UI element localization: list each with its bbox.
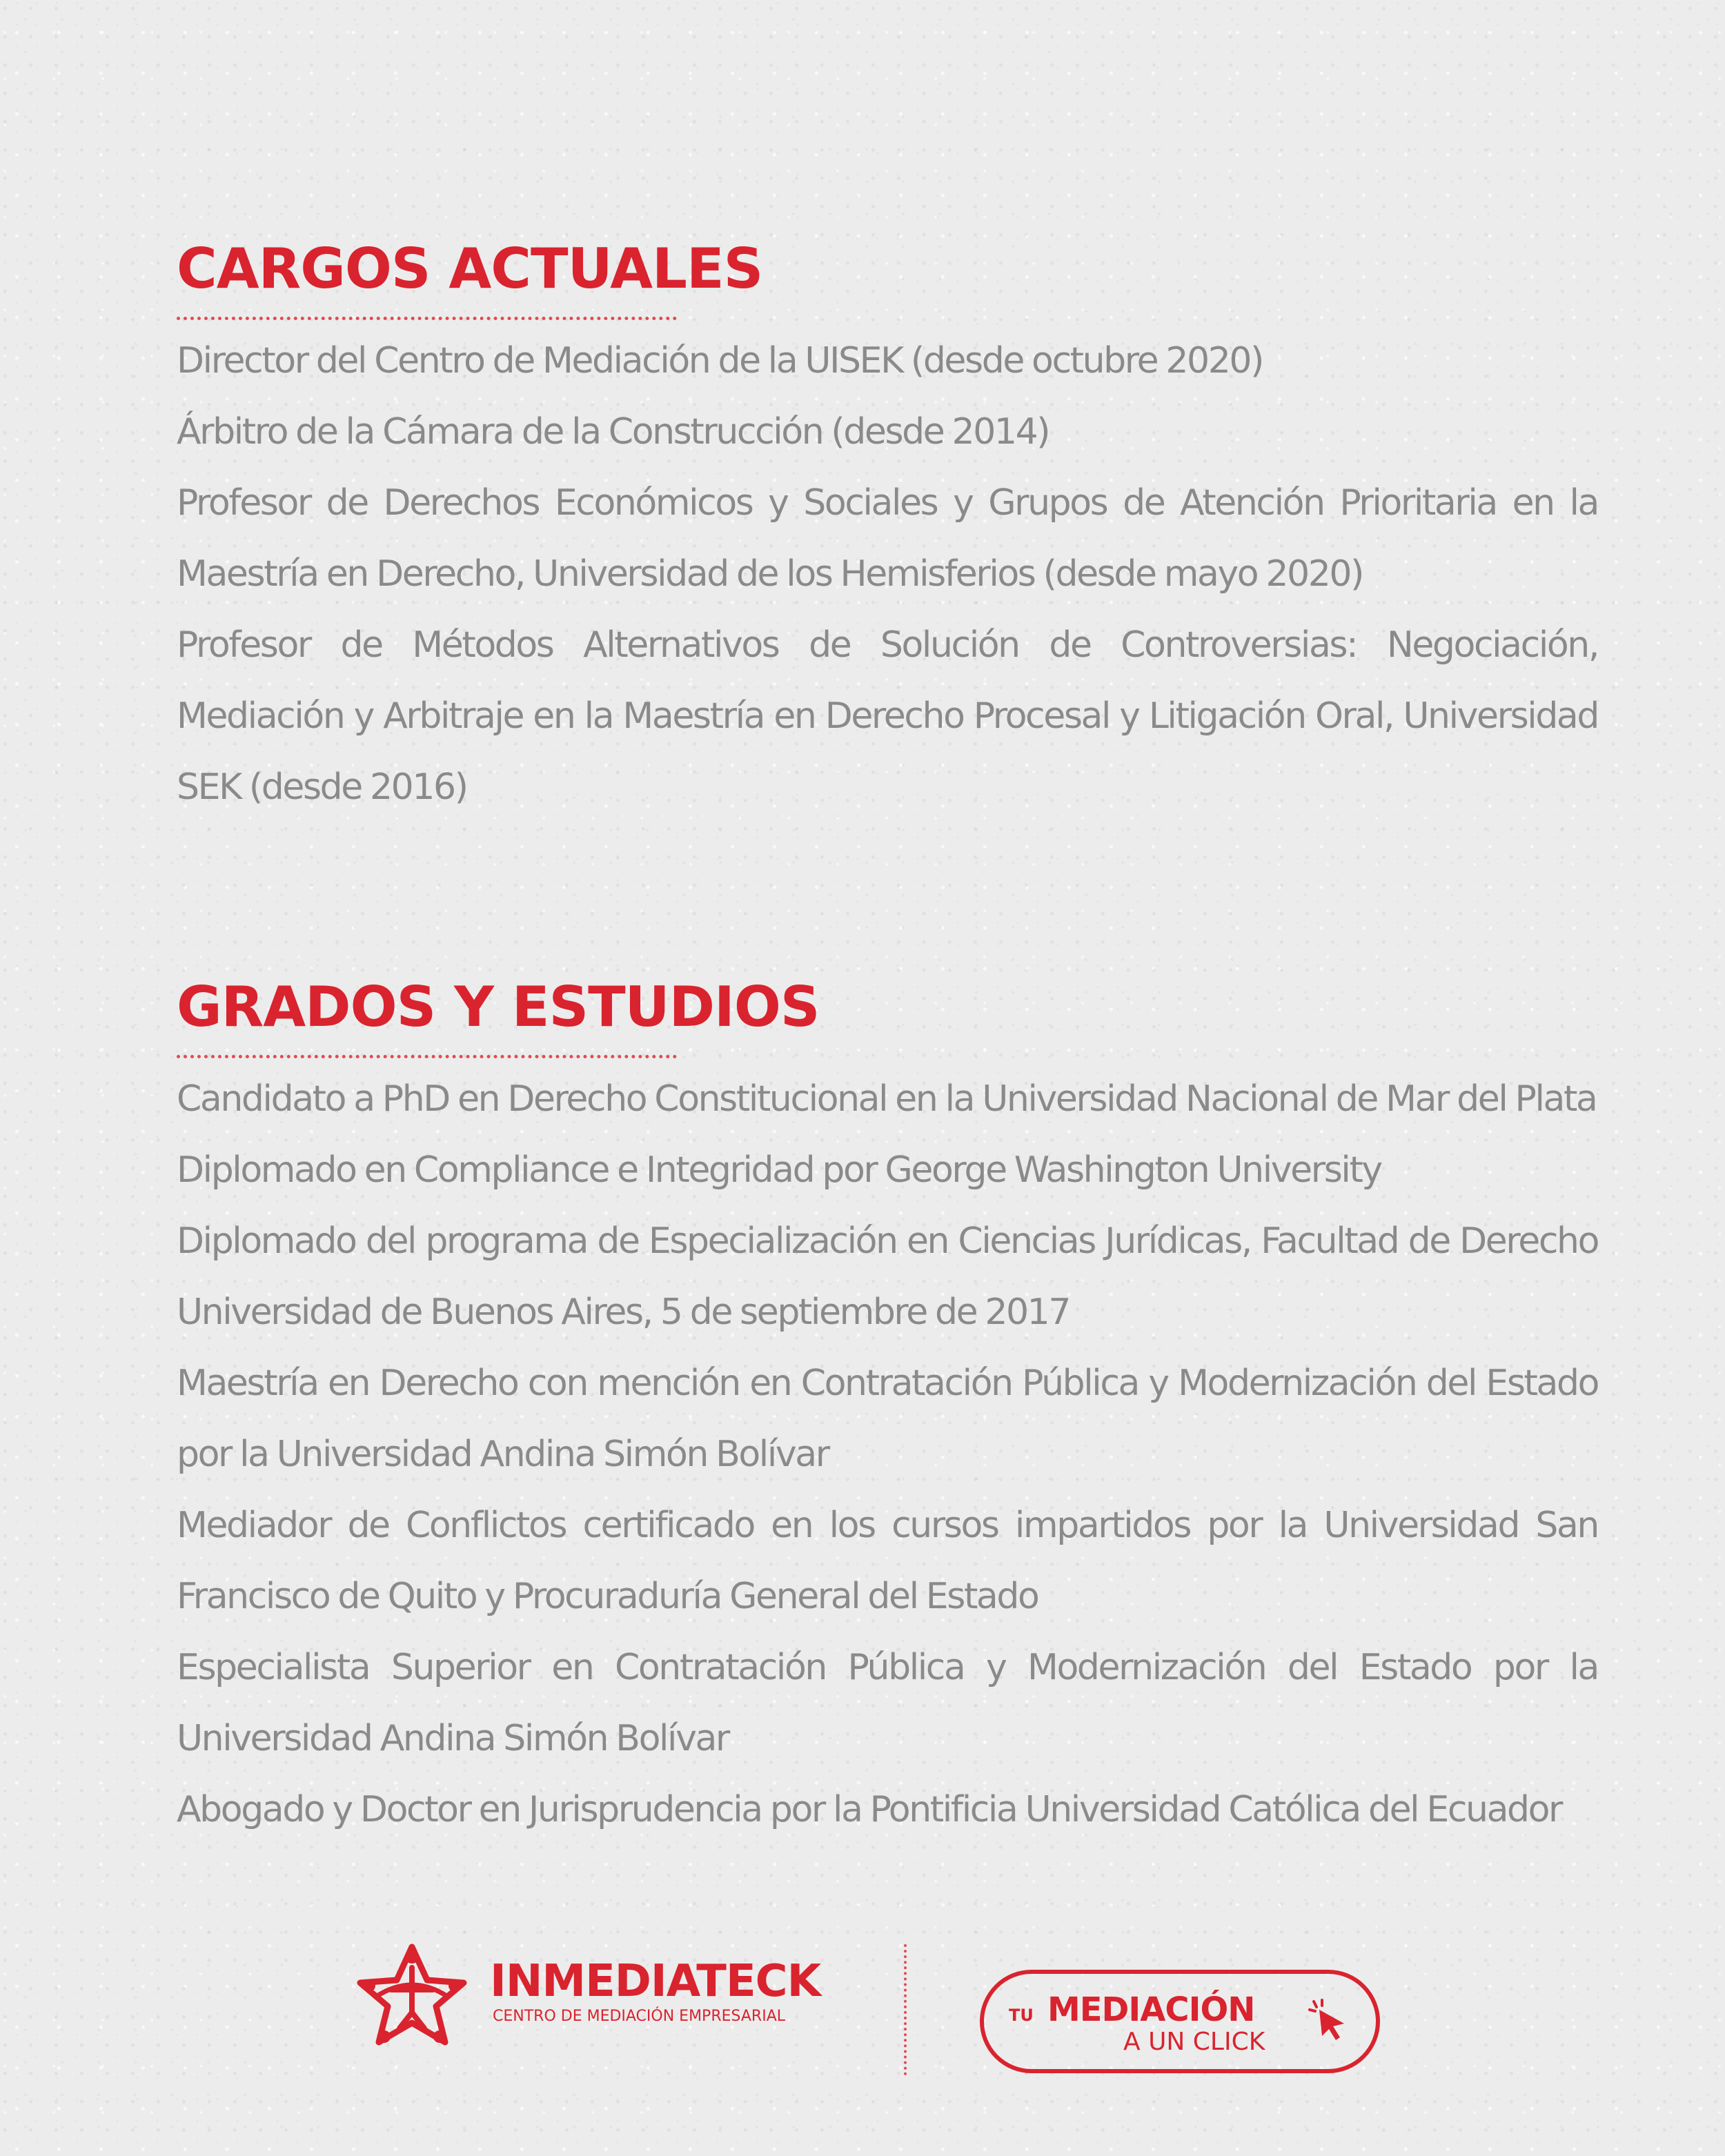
dotted-divider [177,1055,677,1058]
heading-cargos-actuales: CARGOS ACTUALES [177,237,763,301]
inmediateck-tagline: CENTRO DE MEDIACIÓN EMPRESARIAL [493,2008,786,2025]
list-item: Maestría en Derecho con mención en Contratación Pública y Modernización del Estado por la Universidad Andina Simón Bolívar [177,1363,1598,1475]
grados-list [177,1064,1598,1846]
heading-grados-estudios: GRADOS Y ESTUDIOS [177,975,820,1039]
inmediateck-logo [343,1940,867,2050]
section-grados-estudios [177,969,1598,1846]
list-item: Abogado y Doctor en Jurisprudencia por la Pontificia Universidad Católica del Ecuador [177,1789,1562,1830]
list-item: Candidato a PhD en Derecho Constitucional en la Universidad Nacional de Mar del Plata [177,1078,1597,1120]
star-people-logo-icon [343,1940,481,2050]
section-cargos-actuales [177,231,1598,823]
tu-prefix: TU [1009,2006,1034,2025]
list-item: Profesor de Derechos Económicos y Sociales y Grupos de Atención Prioritaria en la Maestría en Derecho, Universidad de los Hemisferios (desde mayo 2020) [177,482,1598,595]
a-un-click-text: A UN CLICK [1123,2028,1265,2056]
list-item: Mediador de Conflictos certificado en los cursos impartidos por la Universidad San Francisco de Quito y Procuraduría General del Estado [177,1505,1598,1617]
cargos-list [177,326,1598,823]
cursor-click-icon [1307,1997,1351,2041]
mediacion-wordmark: MEDIACIÓN [1047,1990,1255,2029]
footer-dotted-divider [904,1944,907,2075]
list-item: Especialista Superior en Contratación Pública y Modernización del Estado por la Universidad Andina Simón Bolívar [177,1647,1598,1759]
list-item: Profesor de Métodos Alternativos de Solución de Controversias: Negociación, Mediación y Arbitraje en la Maestría en Derecho Procesal y Litigación Oral, Universidad SEK (desde 2016) [177,624,1598,808]
inmediateck-wordmark: INMEDIATECK [490,1956,821,2007]
list-item: Diplomado en Compliance e Integridad por George Washington University [177,1149,1381,1191]
dotted-divider [177,317,677,320]
tu-mediacion-logo [980,1970,1380,2073]
list-item: Diplomado del programa de Especialización en Ciencias Jurídicas, Facultad de Derecho Universidad de Buenos Aires, 5 de septiembre de 2017 [177,1220,1598,1333]
list-item: Árbitro de la Cámara de la Construcción (desde 2014) [177,411,1049,453]
list-item: Director del Centro de Mediación de la UISEK (desde octubre 2020) [177,340,1263,382]
